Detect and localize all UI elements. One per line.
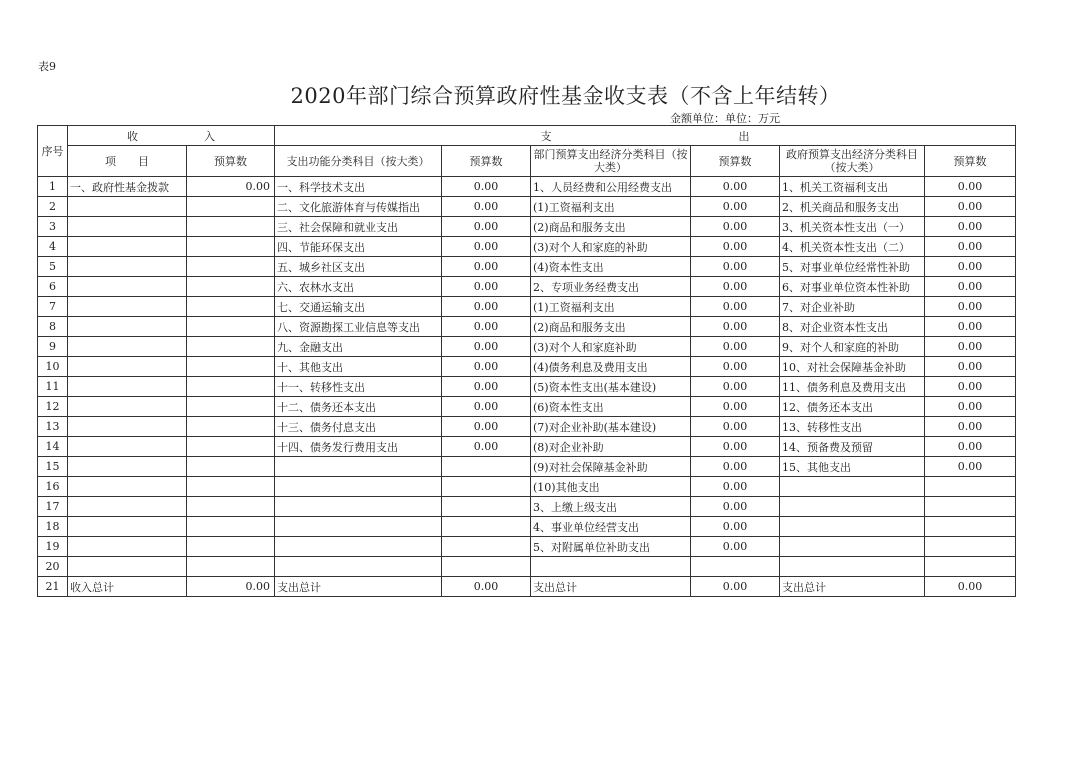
dept-budget-cell: 0.00 [691, 417, 780, 437]
income-item-cell [68, 437, 187, 457]
gov-budget-cell: 0.00 [925, 377, 1016, 397]
income-budget-cell [187, 477, 275, 497]
dept-budget-cell: 0.00 [691, 177, 780, 197]
dept-budget-cell: 0.00 [691, 537, 780, 557]
gov-budget-cell [925, 517, 1016, 537]
func-class-cell: 十一、转移性支出 [275, 377, 442, 397]
gov-econ-class-cell: 3、机关资本性支出（一） [780, 217, 925, 237]
income-item-cell [68, 517, 187, 537]
dept-econ-class-cell: (3)对个人和家庭补助 [531, 337, 691, 357]
gov-econ-class-cell: 10、对社会保障基金补助 [780, 357, 925, 377]
func-budget-cell [442, 497, 531, 517]
table-row [38, 337, 1016, 357]
gov-budget-cell: 0.00 [925, 337, 1016, 357]
func-class-cell: 六、农林水支出 [275, 277, 442, 297]
seq-cell: 4 [38, 237, 68, 257]
func-class-cell: 三、社会保障和就业支出 [275, 217, 442, 237]
income-item-cell [68, 557, 187, 577]
func-budget-cell [442, 457, 531, 477]
func-budget-cell [442, 537, 531, 557]
seq-cell: 20 [38, 557, 68, 577]
seq-cell: 3 [38, 217, 68, 237]
func-budget-cell: 0.00 [442, 577, 531, 597]
income-budget-cell [187, 237, 275, 257]
dept-budget-cell: 0.00 [691, 217, 780, 237]
income-budget-cell [187, 537, 275, 557]
income-budget-cell: 0.00 [187, 577, 275, 597]
gov-econ-class-cell: 11、债务利息及费用支出 [780, 377, 925, 397]
gov-econ-class-cell [780, 497, 925, 517]
gov-budget-cell: 0.00 [925, 177, 1016, 197]
header-seq: 序号 [38, 126, 68, 177]
income-item-cell [68, 277, 187, 297]
gov-budget-cell: 0.00 [925, 457, 1016, 477]
gov-econ-class-cell: 支出总计 [780, 577, 925, 597]
func-class-cell: 二、文化旅游体育与传媒指出 [275, 197, 442, 217]
dept-budget-cell: 0.00 [691, 477, 780, 497]
seq-cell: 18 [38, 517, 68, 537]
gov-econ-class-cell: 7、对企业补助 [780, 297, 925, 317]
func-class-cell [275, 457, 442, 477]
dept-budget-cell: 0.00 [691, 257, 780, 277]
gov-econ-class-cell [780, 477, 925, 497]
func-class-cell: 九、金融支出 [275, 337, 442, 357]
table-row [38, 297, 1016, 317]
table-row [38, 237, 1016, 257]
func-budget-cell [442, 517, 531, 537]
dept-econ-class-cell: (5)资本性支出(基本建设) [531, 377, 691, 397]
table-row [38, 457, 1016, 477]
func-budget-cell: 0.00 [442, 417, 531, 437]
table-row [38, 417, 1016, 437]
func-budget-cell: 0.00 [442, 177, 531, 197]
gov-econ-class-cell: 4、机关资本性支出（二） [780, 237, 925, 257]
dept-budget-cell: 0.00 [691, 317, 780, 337]
table-row [38, 197, 1016, 217]
dept-budget-cell: 0.00 [691, 357, 780, 377]
seq-cell: 11 [38, 377, 68, 397]
income-item-cell [68, 497, 187, 517]
table-row [38, 257, 1016, 277]
gov-budget-cell: 0.00 [925, 257, 1016, 277]
seq-cell: 9 [38, 337, 68, 357]
gov-econ-class-cell: 1、机关工资福利支出 [780, 177, 925, 197]
func-budget-cell: 0.00 [442, 357, 531, 377]
func-class-cell: 十四、债务发行费用支出 [275, 437, 442, 457]
table-row [38, 537, 1016, 557]
dept-econ-class-cell: (2)商品和服务支出 [531, 217, 691, 237]
gov-econ-class-cell: 5、对事业单位经常性补助 [780, 257, 925, 277]
seq-cell: 12 [38, 397, 68, 417]
header-func-class: 支出功能分类科目（按大类） [275, 146, 442, 177]
dept-budget-cell: 0.00 [691, 277, 780, 297]
table-row [38, 477, 1016, 497]
dept-econ-class-cell: (1)工资福利支出 [531, 297, 691, 317]
gov-budget-cell: 0.00 [925, 397, 1016, 417]
dept-budget-cell: 0.00 [691, 197, 780, 217]
gov-econ-class-cell: 15、其他支出 [780, 457, 925, 477]
dept-budget-cell: 0.00 [691, 397, 780, 417]
income-budget-cell [187, 357, 275, 377]
budget-table [37, 125, 1016, 597]
header-row-columns [38, 146, 1016, 177]
func-class-cell [275, 477, 442, 497]
dept-budget-cell: 0.00 [691, 377, 780, 397]
dept-budget-cell: 0.00 [691, 517, 780, 537]
func-budget-cell: 0.00 [442, 397, 531, 417]
income-item-cell [68, 217, 187, 237]
func-class-cell: 四、节能环保支出 [275, 237, 442, 257]
gov-budget-cell [925, 537, 1016, 557]
seq-cell: 13 [38, 417, 68, 437]
income-budget-cell [187, 397, 275, 417]
dept-econ-class-cell: (6)资本性支出 [531, 397, 691, 417]
income-budget-cell [187, 197, 275, 217]
table-row [38, 277, 1016, 297]
func-class-cell: 八、资源勘探工业信息等支出 [275, 317, 442, 337]
table-row [38, 217, 1016, 237]
seq-cell: 21 [38, 577, 68, 597]
func-class-cell: 支出总计 [275, 577, 442, 597]
income-item-cell [68, 197, 187, 217]
income-item-cell [68, 237, 187, 257]
func-class-cell: 十三、债务付息支出 [275, 417, 442, 437]
table-row [38, 577, 1016, 597]
gov-budget-cell [925, 557, 1016, 577]
income-budget-cell [187, 417, 275, 437]
income-item-cell: 收入总计 [68, 577, 187, 597]
dept-econ-class-cell: (1)工资福利支出 [531, 197, 691, 217]
func-budget-cell: 0.00 [442, 437, 531, 457]
income-item-cell [68, 257, 187, 277]
page-title: 2020年部门综合预算政府性基金收支表（不含上年结转） [290, 84, 841, 108]
income-item-cell [68, 337, 187, 357]
income-budget-cell [187, 317, 275, 337]
header-dept-budget: 预算数 [691, 146, 780, 177]
dept-econ-class-cell: (8)对企业补助 [531, 437, 691, 457]
dept-econ-class-cell: 3、上缴上级支出 [531, 497, 691, 517]
income-budget-cell [187, 337, 275, 357]
seq-cell: 6 [38, 277, 68, 297]
func-budget-cell: 0.00 [442, 317, 531, 337]
dept-budget-cell: 0.00 [691, 297, 780, 317]
income-item-cell [68, 357, 187, 377]
func-class-cell: 五、城乡社区支出 [275, 257, 442, 277]
dept-budget-cell: 0.00 [691, 337, 780, 357]
income-budget-cell [187, 377, 275, 397]
income-item-cell [68, 397, 187, 417]
gov-budget-cell: 0.00 [925, 197, 1016, 217]
table-row [38, 377, 1016, 397]
gov-budget-cell: 0.00 [925, 237, 1016, 257]
seq-cell: 14 [38, 437, 68, 457]
dept-econ-class-cell: (3)对个人和家庭的补助 [531, 237, 691, 257]
dept-econ-class-cell: 5、对附属单位补助支出 [531, 537, 691, 557]
income-item-cell [68, 317, 187, 337]
seq-cell: 8 [38, 317, 68, 337]
income-budget-cell [187, 297, 275, 317]
income-budget-cell [187, 497, 275, 517]
gov-econ-class-cell: 9、对个人和家庭的补助 [780, 337, 925, 357]
gov-econ-class-cell [780, 537, 925, 557]
gov-budget-cell: 0.00 [925, 417, 1016, 437]
seq-cell: 19 [38, 537, 68, 557]
header-income-budget: 预算数 [187, 146, 275, 177]
dept-econ-class-cell: 1、人员经费和公用经费支出 [531, 177, 691, 197]
income-budget-cell [187, 277, 275, 297]
header-gov-econ-class: 政府预算支出经济分类科目（按大类） [780, 146, 925, 177]
income-budget-cell [187, 457, 275, 477]
income-item-cell [68, 297, 187, 317]
income-item-cell [68, 537, 187, 557]
seq-cell: 16 [38, 477, 68, 497]
dept-budget-cell: 0.00 [691, 237, 780, 257]
gov-budget-cell: 0.00 [925, 357, 1016, 377]
func-class-cell: 七、交通运输支出 [275, 297, 442, 317]
table-row [38, 437, 1016, 457]
func-budget-cell: 0.00 [442, 377, 531, 397]
dept-econ-class-cell: (9)对社会保障基金补助 [531, 457, 691, 477]
dept-budget-cell [691, 557, 780, 577]
seq-cell: 2 [38, 197, 68, 217]
gov-econ-class-cell: 8、对企业资本性支出 [780, 317, 925, 337]
func-budget-cell: 0.00 [442, 277, 531, 297]
func-budget-cell: 0.00 [442, 197, 531, 217]
seq-cell: 15 [38, 457, 68, 477]
dept-econ-class-cell: (4)资本性支出 [531, 257, 691, 277]
func-class-cell [275, 517, 442, 537]
table-row [38, 317, 1016, 337]
gov-budget-cell: 0.00 [925, 437, 1016, 457]
gov-econ-class-cell: 12、债务还本支出 [780, 397, 925, 417]
gov-econ-class-cell [780, 517, 925, 537]
func-class-cell [275, 537, 442, 557]
func-budget-cell: 0.00 [442, 297, 531, 317]
gov-econ-class-cell [780, 557, 925, 577]
dept-budget-cell: 0.00 [691, 437, 780, 457]
seq-cell: 10 [38, 357, 68, 377]
func-budget-cell [442, 477, 531, 497]
gov-budget-cell [925, 497, 1016, 517]
income-budget-cell [187, 437, 275, 457]
table-row [38, 357, 1016, 377]
gov-econ-class-cell: 6、对事业单位资本性补助 [780, 277, 925, 297]
func-class-cell: 十二、债务还本支出 [275, 397, 442, 417]
income-item-cell [68, 477, 187, 497]
table-row [38, 497, 1016, 517]
func-budget-cell: 0.00 [442, 237, 531, 257]
income-item-cell [68, 417, 187, 437]
gov-budget-cell: 0.00 [925, 317, 1016, 337]
dept-econ-class-cell: 2、专项业务经费支出 [531, 277, 691, 297]
dept-econ-class-cell [531, 557, 691, 577]
header-item: 项 目 [68, 146, 187, 177]
seq-cell: 1 [38, 177, 68, 197]
gov-econ-class-cell: 14、预备费及预留 [780, 437, 925, 457]
income-item-cell: 一、政府性基金拨款 [68, 177, 187, 197]
table-body [38, 177, 1016, 597]
func-budget-cell: 0.00 [442, 257, 531, 277]
dept-budget-cell: 0.00 [691, 497, 780, 517]
dept-econ-class-cell: (10)其他支出 [531, 477, 691, 497]
func-budget-cell: 0.00 [442, 337, 531, 357]
seq-cell: 7 [38, 297, 68, 317]
gov-budget-cell: 0.00 [925, 297, 1016, 317]
income-budget-cell [187, 557, 275, 577]
func-budget-cell [442, 557, 531, 577]
seq-cell: 17 [38, 497, 68, 517]
func-budget-cell: 0.00 [442, 217, 531, 237]
gov-econ-class-cell: 13、转移性支出 [780, 417, 925, 437]
gov-budget-cell: 0.00 [925, 217, 1016, 237]
header-func-budget: 预算数 [442, 146, 531, 177]
gov-budget-cell: 0.00 [925, 277, 1016, 297]
table-row [38, 557, 1016, 577]
dept-econ-class-cell: (7)对企业补助(基本建设) [531, 417, 691, 437]
income-budget-cell [187, 517, 275, 537]
income-item-cell [68, 377, 187, 397]
gov-budget-cell [925, 477, 1016, 497]
dept-econ-class-cell: 支出总计 [531, 577, 691, 597]
seq-cell: 5 [38, 257, 68, 277]
dept-econ-class-cell: (4)债务利息及费用支出 [531, 357, 691, 377]
income-budget-cell: 0.00 [187, 177, 275, 197]
func-class-cell: 十、其他支出 [275, 357, 442, 377]
header-gov-budget: 预算数 [925, 146, 1016, 177]
income-budget-cell [187, 217, 275, 237]
dept-budget-cell: 0.00 [691, 577, 780, 597]
header-dept-econ-class: 部门预算支出经济分类科目（按大类） [531, 146, 691, 177]
table-row [38, 517, 1016, 537]
dept-econ-class-cell: (2)商品和服务支出 [531, 317, 691, 337]
income-item-cell [68, 457, 187, 477]
func-class-cell [275, 497, 442, 517]
header-expense: 支 出 [275, 126, 1016, 146]
func-class-cell [275, 557, 442, 577]
dept-econ-class-cell: 4、事业单位经营支出 [531, 517, 691, 537]
gov-econ-class-cell: 2、机关商品和服务支出 [780, 197, 925, 217]
table-row [38, 397, 1016, 417]
header-row-group [38, 126, 1016, 146]
func-class-cell: 一、科学技术支出 [275, 177, 442, 197]
gov-budget-cell: 0.00 [925, 577, 1016, 597]
amount-unit-note: 金额单位：单位：万元 [670, 112, 780, 125]
header-income: 收 入 [68, 126, 275, 146]
table-row [38, 177, 1016, 197]
dept-budget-cell: 0.00 [691, 457, 780, 477]
income-budget-cell [187, 257, 275, 277]
table-number: 表9 [38, 60, 56, 73]
